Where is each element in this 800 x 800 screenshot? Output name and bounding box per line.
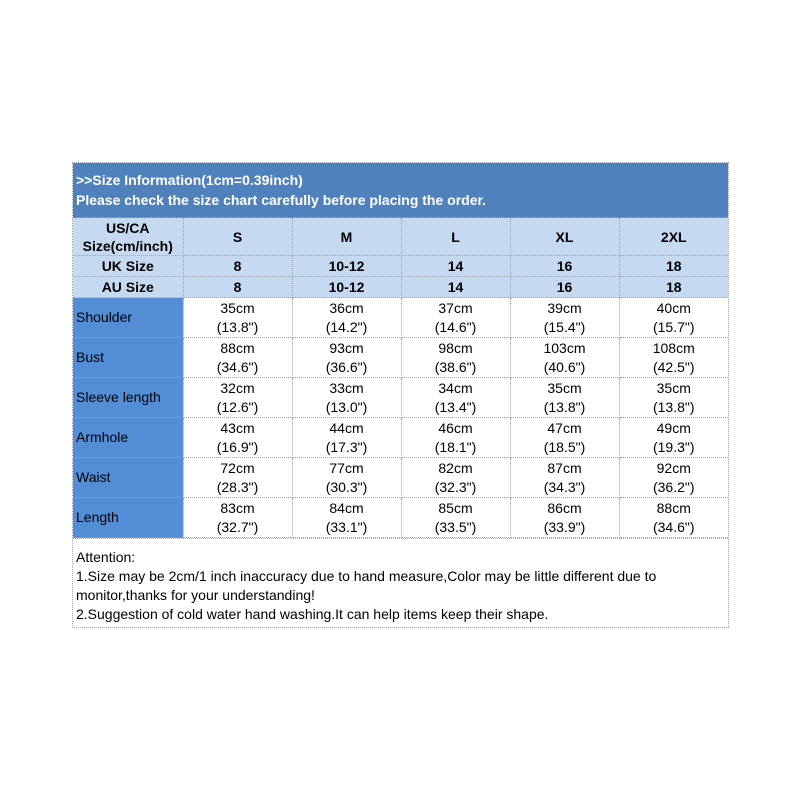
measurement-inch: (12.6") [216,398,259,415]
measurement-cell [510,418,619,458]
uk-size-cell: 18 [619,256,728,277]
measurement-row [73,458,728,498]
measurement-inch: (38.6") [434,358,477,375]
measurement-inch: (32.3") [434,478,477,495]
measurement-inch: (18.1") [434,438,477,455]
measurement-cm: 35cm [220,299,255,316]
au-size-row [73,277,728,298]
us-size-label [73,218,183,256]
measurement-cm: 36cm [329,299,364,316]
au-size-cell: 18 [619,277,728,298]
measurement-cm: 37cm [438,299,473,316]
au-size-cell: 8 [183,277,292,298]
size-table [73,218,728,538]
measurement-inch: (17.3") [325,438,368,455]
attention-title: Attention: [76,549,136,565]
measurement-cell [401,458,510,498]
measurement-cell [619,338,728,378]
measurement-inch: (33.5") [434,518,477,535]
us-size-label-line1: US/CA [105,219,150,236]
measurement-inch: (13.8") [652,398,695,415]
measurement-cm: 108cm [652,339,695,356]
measurement-cell [183,338,292,378]
au-size-label: AU Size [73,277,183,298]
measurement-inch: (36.2") [652,478,695,495]
measurement-cm: 85cm [438,499,473,516]
measurement-label: Shoulder [73,298,183,338]
measurement-cell [292,338,401,378]
measurement-inch: (16.9") [216,438,259,455]
measurement-inch: (15.4") [543,318,586,335]
measurement-inch: (30.3") [325,478,368,495]
measurement-inch: (36.6") [325,358,368,375]
measurement-cell [401,498,510,538]
measurement-cell [183,298,292,338]
measurement-cm: 35cm [547,379,582,396]
measurement-cm: 46cm [438,419,473,436]
measurement-row [73,498,728,538]
measurement-inch: (14.6") [434,318,477,335]
measurement-cm: 83cm [220,499,255,516]
attention-item-2: 2.Suggestion of cold water hand washing.It can help items keep their shape. [76,606,549,622]
measurement-inch: (13.8") [216,318,259,335]
size-header-cell: XL [510,218,619,256]
size-info-instruction: Please check the size chart carefully before placing the order. [76,192,487,208]
measurement-cell [619,378,728,418]
measurement-cm: 43cm [220,419,255,436]
measurement-row [73,418,728,458]
measurement-cm: 49cm [656,419,691,436]
au-size-cell: 16 [510,277,619,298]
measurement-cell [401,338,510,378]
measurement-inch: (40.6") [543,358,586,375]
measurement-cm: 39cm [547,299,582,316]
measurement-row [73,378,728,418]
measurement-cm: 88cm [656,499,691,516]
measurement-cm: 98cm [438,339,473,356]
measurement-inch: (34.3") [543,478,586,495]
uk-size-cell: 16 [510,256,619,277]
measurement-cm: 88cm [220,339,255,356]
uk-size-cell: 8 [183,256,292,277]
measurement-row [73,338,728,378]
measurement-cm: 33cm [329,379,364,396]
measurement-row [73,298,728,338]
measurement-inch: (14.2") [325,318,368,335]
measurement-inch: (19.3") [652,438,695,455]
measurement-inch: (13.4") [434,398,477,415]
measurement-cm: 35cm [656,379,691,396]
measurement-cm: 92cm [656,459,691,476]
measurement-label: Length [73,498,183,538]
measurement-inch: (13.8") [543,398,586,415]
measurement-cell [619,458,728,498]
measurement-cell [510,498,619,538]
uk-size-label: UK Size [73,256,183,277]
measurement-inch: (42.5") [652,358,695,375]
measurement-cell [510,378,619,418]
measurement-cell [183,498,292,538]
measurement-cell [292,498,401,538]
uk-size-row [73,256,728,277]
measurement-rows [73,298,728,538]
measurement-cell [401,418,510,458]
measurement-cm: 86cm [547,499,582,516]
size-header-cell: 2XL [619,218,728,256]
measurement-cm: 44cm [329,419,364,436]
measurement-inch: (28.3") [216,478,259,495]
measurement-label: Bust [73,338,183,378]
measurement-cell [183,378,292,418]
size-info-header [73,163,728,218]
measurement-cell [619,498,728,538]
us-size-row [73,218,728,256]
measurement-cm: 32cm [220,379,255,396]
measurement-cm: 84cm [329,499,364,516]
size-header-cell: S [183,218,292,256]
measurement-cm: 93cm [329,339,364,356]
measurement-cell [183,418,292,458]
measurement-cell [619,298,728,338]
measurement-inch: (18.5") [543,438,586,455]
uk-size-cell: 14 [401,256,510,277]
au-size-cell: 10-12 [292,277,401,298]
attention-notes [73,538,728,627]
measurement-label: Waist [73,458,183,498]
measurement-cell [292,378,401,418]
attention-item-1: 1.Size may be 2cm/1 inch inaccuracy due to hand measure,Color may be little different due to monitor,thanks for your understanding! [76,568,657,603]
measurement-cell [292,418,401,458]
measurement-cell [619,418,728,458]
measurement-inch: (13.0") [325,398,368,415]
measurement-cm: 87cm [547,459,582,476]
measurement-inch: (15.7") [652,318,695,335]
measurement-cm: 34cm [438,379,473,396]
measurement-cm: 82cm [438,459,473,476]
measurement-inch: (33.9") [543,518,586,535]
measurement-cell [510,338,619,378]
measurement-cm: 40cm [656,299,691,316]
measurement-cell [292,298,401,338]
uk-size-cell: 10-12 [292,256,401,277]
measurement-inch: (32.7") [216,518,259,535]
measurement-cm: 103cm [543,339,586,356]
measurement-cell [401,298,510,338]
measurement-inch: (34.6") [652,518,695,535]
measurement-cell [183,458,292,498]
measurement-label: Sleeve length [73,378,183,418]
measurement-cm: 77cm [329,459,364,476]
size-header-cell: M [292,218,401,256]
size-chart [72,162,729,628]
measurement-inch: (34.6") [216,358,259,375]
measurement-cell [292,458,401,498]
size-header-cell: L [401,218,510,256]
measurement-label: Armhole [73,418,183,458]
us-size-label-line2: Size(cm/inch) [82,237,173,254]
size-info-title: >>Size Information(1cm=0.39inch) [76,172,303,188]
measurement-cm: 72cm [220,459,255,476]
measurement-cell [510,298,619,338]
measurement-inch: (33.1") [325,518,368,535]
measurement-cm: 47cm [547,419,582,436]
measurement-cell [510,458,619,498]
measurement-cell [401,378,510,418]
au-size-cell: 14 [401,277,510,298]
